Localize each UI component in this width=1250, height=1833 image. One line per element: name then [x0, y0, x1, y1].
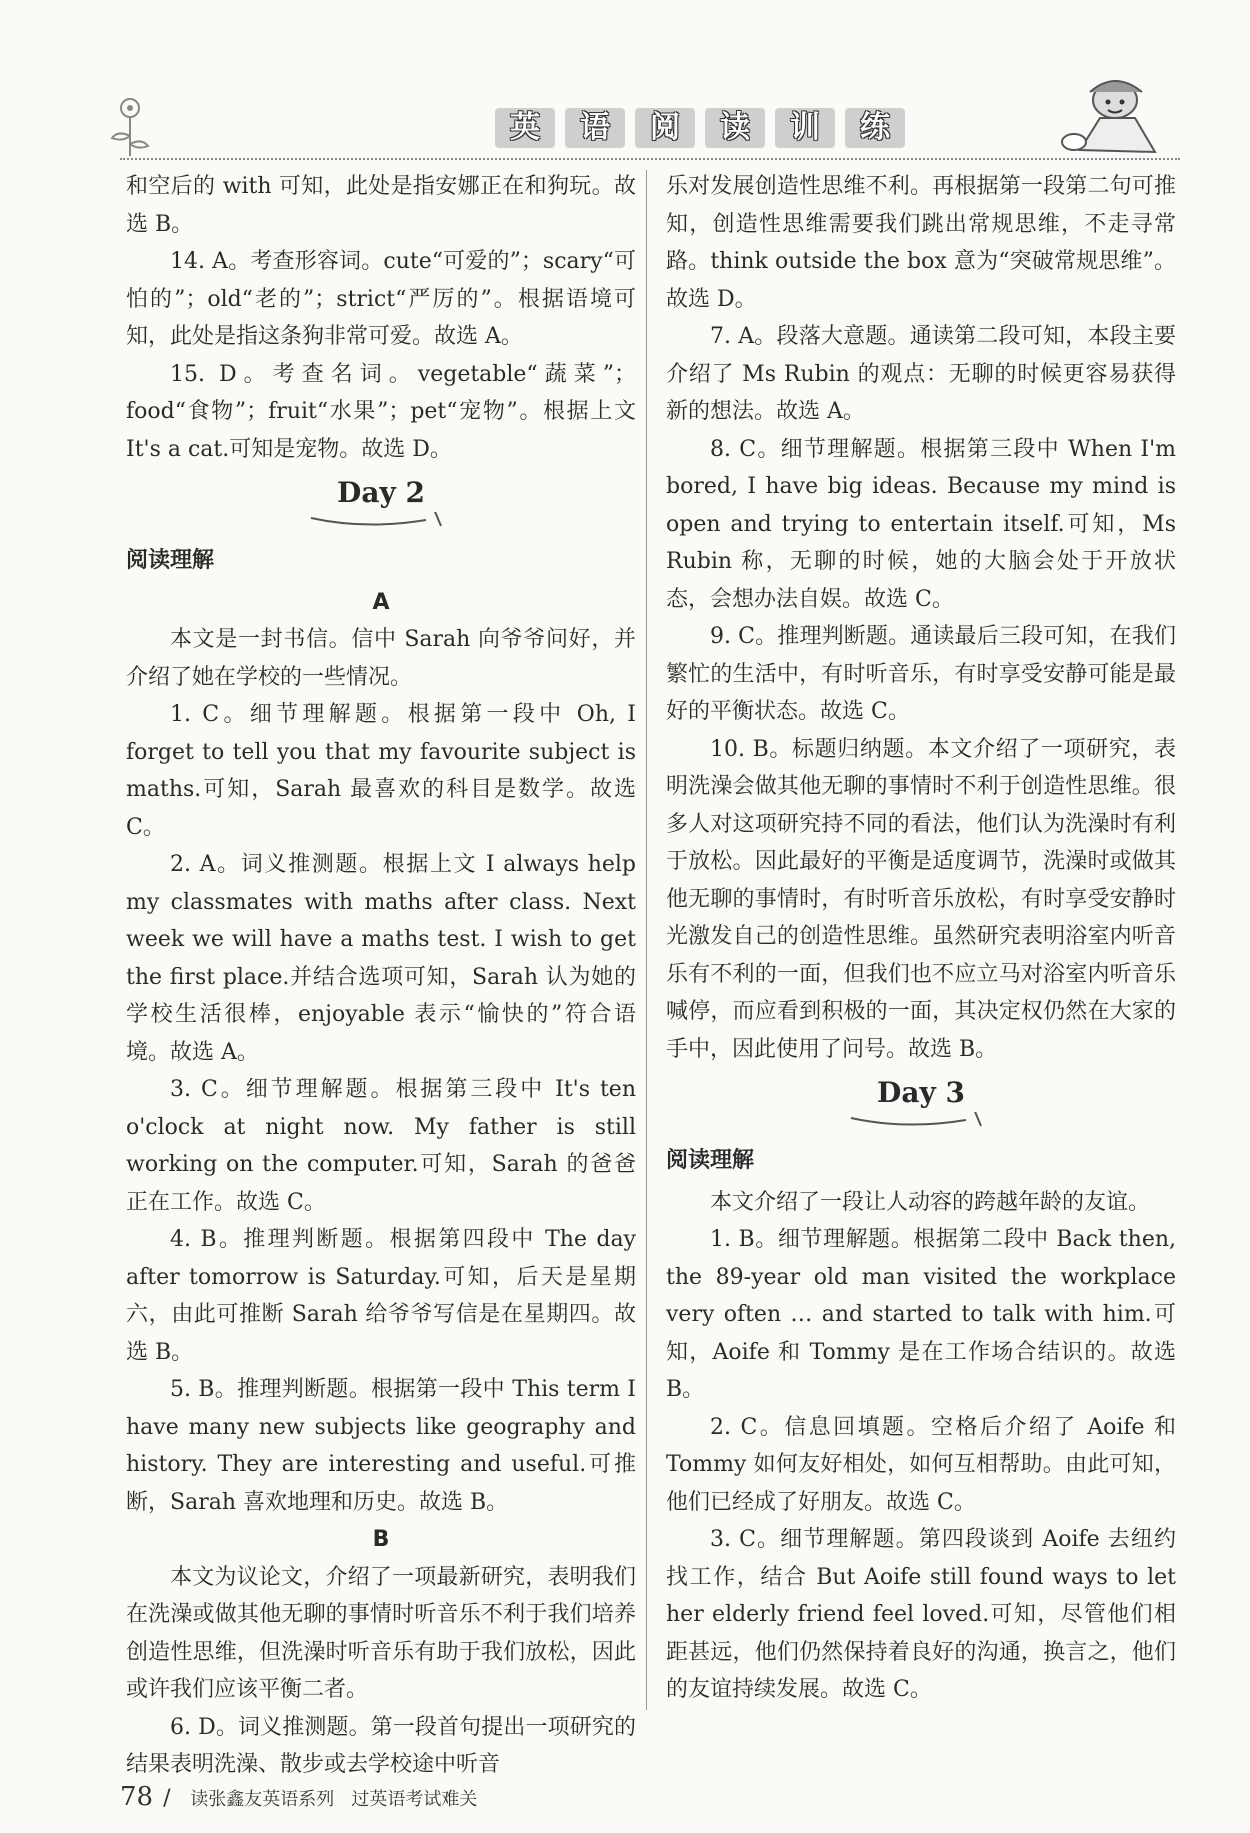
answer-paragraph: 本文介绍了一段让人动容的跨越年龄的友谊。: [710, 1189, 1151, 1215]
header-title: [460, 108, 940, 152]
section-heading: 阅读理解: [126, 548, 215, 573]
passage-letter: B: [372, 1527, 390, 1552]
passage-letter: A: [372, 589, 390, 615]
header-title-char: 英: [495, 108, 555, 148]
day-heading: [666, 1074, 1176, 1126]
header-title-char: 语: [565, 108, 625, 148]
footer-series: 读张鑫友英语系列: [190, 1789, 335, 1810]
answer-paragraph: 2. C。信息回填题。空格后介绍了 Aoife 和 Tommy 如何友好相处，如何互相帮助。由此可知，他们已经成了好朋友。故选 C。: [666, 1414, 1176, 1515]
header-title-char: 阅: [635, 108, 695, 148]
answer-paragraph: 14. A。考查形容词。cute“可爱的”；scary“可怕的”；old“老的”；strict“严厉的”。根据语境可知，此处是指这条狗非常可爱。故选 A。: [126, 249, 636, 349]
answer-paragraph: 和空后的 with 可知，此处是指安娜正在和狗玩。故选 B。: [126, 174, 636, 237]
day-heading-text: Day 3: [877, 1076, 965, 1109]
cartoon-kid-icon: [1060, 70, 1180, 160]
answer-paragraph: 1. B。细节理解题。根据第二段中 Back then, the 89-year old man visited the workplace very often … and started to talk with him.可知，Aoife 和 Tommy 是在工作场合结识的。故选 B。: [666, 1227, 1176, 1402]
header-rule: [120, 158, 1180, 160]
answer-paragraph: 1. C。细节理解题。根据第一段中 Oh, I forget to tell you that my favourite subject is maths.可知，Sarah 最喜欢的科目是数学。故选 C。: [126, 702, 636, 840]
answer-paragraph: 3. C。细节理解题。根据第三段中 It's ten o'clock at night now. My father is still working on the computer.可知，Sarah 的爸爸正在工作。故选 C。: [126, 1077, 636, 1215]
day-heading: [126, 474, 636, 526]
column-divider: [646, 170, 647, 1710]
answer-paragraph: 乐对发展创造性思维不利。再根据第一段第二句可推知，创造性思维需要我们跳出常规思维，不走寻常路。think outside the box 意为“突破常规思维”。故选 D。: [666, 174, 1176, 312]
answer-paragraph: 5. B。推理判断题。根据第一段中 This term I have many new subjects like geography and history. They are interesting and useful.可推断，Sarah 喜欢地理和历史。故选 B。: [126, 1377, 636, 1515]
answer-paragraph: 2. A。词义推测题。根据上文 I always help my classmates with maths after class. Next week we will have a maths test. I wish to get the first place.并结合选项可知，Sarah 认为她的学校生活很棒，enjoyable 表示“愉快的”符合语境。故选 A。: [126, 852, 636, 1065]
page-number: 78: [120, 1782, 154, 1812]
answer-paragraph: 7. A。段落大意题。通读第二段可知，本段主要介绍了 Ms Rubin 的观点：无聊的时候更容易获得新的想法。故选 A。: [666, 324, 1176, 424]
answer-paragraph: 4. B。推理判断题。根据第四段中 The day after tomorrow is Saturday.可知，后天是星期六，由此可推断 Sarah 给爷爷写信是在星期四。故选 B。: [126, 1227, 636, 1365]
header-title-char: 练: [845, 108, 905, 148]
flower-icon: [100, 90, 160, 160]
answer-paragraph: 10. B。标题归纳题。本文介绍了一项研究，表明洗澡会做其他无聊的事情时不利于创造性思维。很多人对这项研究持不同的看法，他们认为洗澡时有利于放松。因此最好的平衡是适度调节，洗澡时或做其他无聊的事情时，有时听音乐放松，有时享受安静时光激发自己的创造性思维。虽然研究表明浴室内听音乐有不利的一面，但我们也不应立马对浴室内听音乐喊停，而应看到积极的一面，其决定权仍然在大家的手中，因此使用了问号。故选 B。: [666, 736, 1176, 1062]
footer-slash: /: [163, 1786, 171, 1811]
answer-paragraph: 本文为议论文，介绍了一项最新研究，表明我们在洗澡或做其他无聊的事情时听音乐不利于我们培养创造性思维，但洗澡时听音乐有助于我们放松，因此或许我们应该平衡二者。: [126, 1564, 636, 1702]
answer-paragraph: 3. C。细节理解题。第四段谈到 Aoife 去纽约找工作，结合 But Aoife still found ways to let her elderly friend feel loved.可知，尽管他们相距甚远，他们仍然保持着良好的沟通，换言之，他们的友谊持续发展。故选 C。: [666, 1527, 1176, 1702]
page-footer: [120, 1782, 477, 1812]
footer-slogan: 过英语考试难关: [351, 1789, 478, 1810]
section-heading: 阅读理解: [666, 1148, 755, 1173]
page-header: [100, 90, 1180, 160]
day-heading-text: Day 2: [337, 476, 425, 509]
left-column: [126, 168, 636, 1784]
day-swoosh-icon: [306, 512, 456, 532]
answer-paragraph: 8. C。细节理解题。根据第三段中 When I'm bored, I have big ideas. Because my mind is open and trying to entertain itself.可知，Ms Rubin 称，无聊的时候，她的大脑会处于开放状态，会想办法自娱。故选 C。: [666, 436, 1176, 612]
right-column: [666, 168, 1176, 1709]
answer-paragraph: 9. C。推理判断题。通读最后三段可知，在我们繁忙的生活中，有时听音乐，有时享受安静可能是最好的平衡状态。故选 C。: [666, 624, 1176, 724]
answer-paragraph: 6. D。词义推测题。第一段首句提出一项研究的结果表明洗澡、散步或去学校途中听音: [126, 1714, 636, 1777]
answer-paragraph: 本文是一封书信。信中 Sarah 向爷爷问好，并介绍了她在学校的一些情况。: [126, 627, 636, 690]
answer-paragraph: 15. D。考查名词。vegetable“蔬菜”；food“食物”；fruit“水果”；pet“宠物”。根据上文 It's a cat.可知是宠物。故选 D。: [126, 361, 636, 462]
header-title-char: 训: [775, 108, 835, 148]
day-swoosh-icon: [846, 1112, 996, 1132]
header-title-char: 读: [705, 108, 765, 148]
